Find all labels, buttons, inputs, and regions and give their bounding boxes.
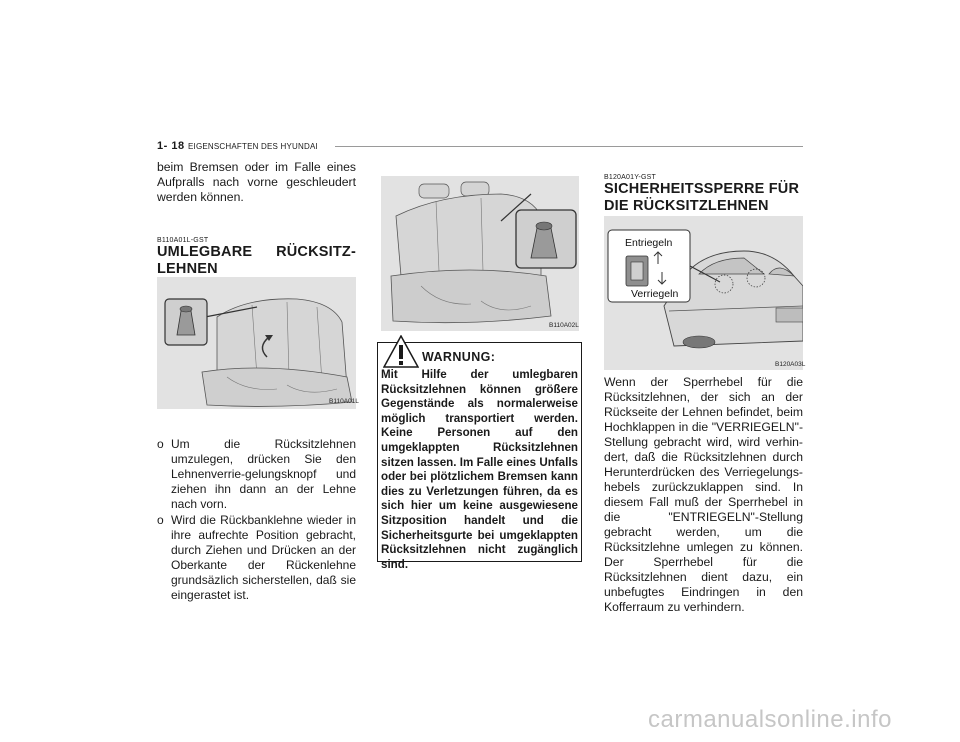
heading-line-1: UMLEGBARE RÜCKSITZ-	[157, 244, 356, 260]
warning-title: WARNUNG:	[422, 350, 496, 364]
rear-seat-illustration	[157, 277, 356, 409]
heading-sicherheitssperre	[604, 181, 804, 215]
heading-line-1: SICHERHEITSSPERRE FÜR	[604, 181, 800, 197]
warning-triangle-icon	[383, 335, 419, 368]
bullet-mark: o	[157, 437, 164, 451]
label-verriegeln: Verriegeln	[631, 288, 679, 300]
figure-rear-seat-lock	[381, 176, 579, 331]
list-item	[157, 437, 356, 512]
label-entriegeln: Entriegeln	[625, 237, 673, 249]
bullet-mark: o	[157, 513, 164, 527]
lock-description-paragraph: Wenn der Sperrhebel für die Rücksitzlehnen, der sich an der Rückseite der Lehnen befindet, beim Hochklappen in die "VERRIEGELN"-Stellung gebracht wird, wird verhin-dert, daß die Rücksitzlehnen durch Herunterdrücken des Verriegelungs-hebels zurückzuklappen sind. In diesem Fall muß der Sperrhebel in die "ENTRIEGELN"-Stellung gebracht werden, um die Rücksitzlehne umlegen zu können. Der Sperrhebel für die Rücksitzlehnen dient dazu, ein unbefugtes Eindringen in den Kofferraum zu verhindern.	[604, 375, 803, 614]
rear-seat-lock-illustration	[381, 176, 579, 331]
section-title: EIGENSCHAFTEN DES HYUNDAI	[188, 142, 318, 151]
figure-id-b120a03l: B120A03L	[775, 361, 806, 368]
watermark-text: carmanualsonline.info	[648, 706, 892, 733]
warning-text: Mit Hilfe der umlegbaren Rücksitzlehnen können größere Gegenstände als normalerweise möglich transportiert werden. Keine Personen auf den umgeklappten Rücksitzlehnen sitzen lassen. Im Falle eines Unfalls oder bei plötzlichem Bremsen kann dies zu Verletzungen führen, da es sich hier um keine ausgewiesene Sitzposition handelt und die Sicherheitsgurte bei umgeklappten Rücksitzlehnen nicht zugänglich sind.	[381, 368, 578, 571]
list-item-text: Um die Rücksitzlehnen umzulegen, drücken Sie den Lehnenverrie-gelungsknopf und ziehen ihn dann an der Lehne nach vorn.	[171, 437, 356, 511]
section-code-left: B110A01L-GST	[157, 237, 209, 244]
heading-line-2: LEHNEN	[157, 261, 218, 277]
header-rule	[335, 146, 803, 147]
figure-id-b110a02l: B110A02L	[549, 322, 579, 329]
list-item	[157, 513, 356, 603]
figure-id-b110a01l: B110A01L	[329, 398, 359, 405]
intro-paragraph: beim Bremsen oder im Falle eines Aufpralls nach vorne geschleudert werden können.	[157, 160, 356, 204]
list-item-text: Wird die Rückbanklehne wieder in ihre aufrechte Position gebracht, durch Ziehen und Drücken an der Oberkante der Rückenlehne grundsäzlich sicherstellen, daß sie eingerastet ist.	[171, 513, 356, 602]
warning-box	[377, 342, 582, 571]
section-code-right: B120A01Y-GST	[604, 174, 656, 181]
heading-umlegbare	[157, 244, 356, 278]
instruction-list	[157, 437, 356, 604]
figure-rear-seat-fold	[157, 277, 356, 409]
page-number: 1- 18	[157, 140, 185, 152]
heading-line-2: DIE RÜCKSITZLEHNEN	[604, 198, 769, 214]
